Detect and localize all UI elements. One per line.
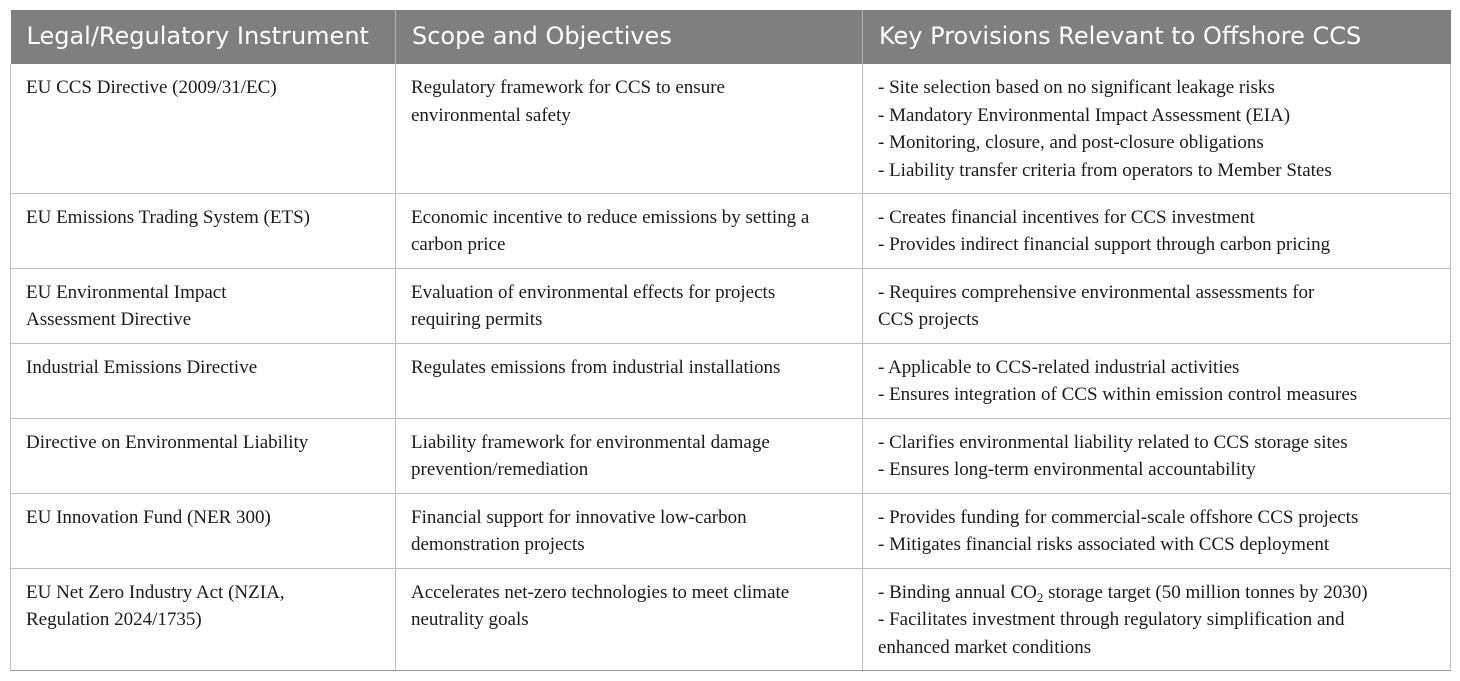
table-row <box>11 268 1451 343</box>
cell-line: Liability framework for environmental damage <box>411 431 770 453</box>
cell-line: Assessment Directive <box>26 309 192 330</box>
cell-line: - Ensures long-term environmental accountability <box>878 459 1256 480</box>
cell-line: Evaluation of environmental effects for projects <box>411 281 776 303</box>
provisions-cell <box>863 568 1451 670</box>
co2-text-after: storage target (50 million tonnes by 2030) <box>1043 581 1368 603</box>
cell-line: - Creates financial incentives for CCS investment <box>878 206 1255 228</box>
cell-line: Regulatory framework for CCS to ensure <box>411 77 725 98</box>
instrument-cell <box>11 268 396 343</box>
cell-line: - Provides funding for commercial-scale offshore CCS projects <box>878 506 1359 528</box>
cell-line: CCS projects <box>878 309 979 330</box>
cell-line: - Mitigates financial risks associated with CCS deployment <box>878 534 1330 555</box>
cell-line: carbon price <box>411 234 506 255</box>
cell-line <box>878 579 1436 607</box>
cell-line: EU Innovation Fund (NER 300) <box>26 506 271 528</box>
table-row <box>11 64 1451 193</box>
cell-line: Economic incentive to reduce emissions by setting a <box>411 206 810 228</box>
cell-line: environmental safety <box>411 104 571 126</box>
header-scope: Scope and Objectives <box>396 10 863 64</box>
provisions-cell <box>863 343 1451 418</box>
instrument-cell <box>11 418 396 493</box>
provisions-cell <box>863 493 1451 568</box>
cell-line: EU Environmental Impact <box>26 281 227 303</box>
cell-line: demonstration projects <box>411 534 585 555</box>
scope-cell <box>396 64 863 193</box>
cell-line: neutrality goals <box>411 609 529 630</box>
table-row <box>11 493 1451 568</box>
table-row <box>11 568 1451 670</box>
instrument-cell <box>11 568 396 670</box>
cell-line: - Provides indirect financial support through carbon pricing <box>878 234 1331 255</box>
provisions-cell <box>863 64 1451 193</box>
cell-line: prevention/remediation <box>411 459 589 480</box>
scope-cell <box>396 268 863 343</box>
instrument-cell <box>11 343 396 418</box>
header-row <box>11 10 1451 64</box>
cell-line: - Site selection based on no significant leakage risks <box>878 77 1275 98</box>
instrument-cell <box>11 64 396 193</box>
instrument-cell <box>11 193 396 268</box>
cell-line: enhanced market conditions <box>878 636 1092 658</box>
table-row <box>11 343 1451 418</box>
co2-subscript: 2 <box>1036 589 1044 605</box>
scope-cell <box>396 493 863 568</box>
provisions-cell <box>863 418 1451 493</box>
header-instrument: Legal/Regulatory Instrument <box>11 10 396 64</box>
cell-line: EU Net Zero Industry Act (NZIA, <box>26 581 285 603</box>
header-provisions: Key Provisions Relevant to Offshore CCS <box>863 10 1451 64</box>
cell-line: Accelerates net-zero technologies to meet climate <box>411 581 790 603</box>
scope-cell <box>396 418 863 493</box>
table-row <box>11 418 1451 493</box>
cell-line: - Facilitates investment through regulatory simplification and <box>878 609 1345 630</box>
instrument-cell <box>11 493 396 568</box>
cell-line: Financial support for innovative low-carbon <box>411 506 747 528</box>
cell-line: EU CCS Directive (2009/31/EC) <box>26 77 277 98</box>
cell-line: EU Emissions Trading System (ETS) <box>26 206 310 228</box>
scope-cell <box>396 193 863 268</box>
cell-line: - Monitoring, closure, and post-closure obligations <box>878 132 1264 153</box>
cell-line: Regulation 2024/1735) <box>26 609 202 630</box>
provisions-cell <box>863 193 1451 268</box>
table-row <box>11 193 1451 268</box>
cell-line: - Liability transfer criteria from operators to Member States <box>878 159 1332 181</box>
cell-line: requiring permits <box>411 309 543 330</box>
regulatory-table <box>10 10 1451 671</box>
cell-line: - Ensures integration of CCS within emission control measures <box>878 384 1358 405</box>
cell-line: Regulates emissions from industrial installations <box>411 356 781 378</box>
cell-line: Industrial Emissions Directive <box>26 356 258 378</box>
cell-line: - Clarifies environmental liability related to CCS storage sites <box>878 431 1348 453</box>
scope-cell <box>396 343 863 418</box>
provisions-cell <box>863 268 1451 343</box>
cell-line: - Requires comprehensive environmental assessments for <box>878 281 1315 303</box>
cell-line: - Applicable to CCS-related industrial activities <box>878 356 1240 378</box>
cell-line: Directive on Environmental Liability <box>26 431 309 453</box>
co2-text-before: - Binding annual CO <box>878 581 1037 603</box>
scope-cell <box>396 568 863 670</box>
cell-line: - Mandatory Environmental Impact Assessment (EIA) <box>878 104 1291 126</box>
